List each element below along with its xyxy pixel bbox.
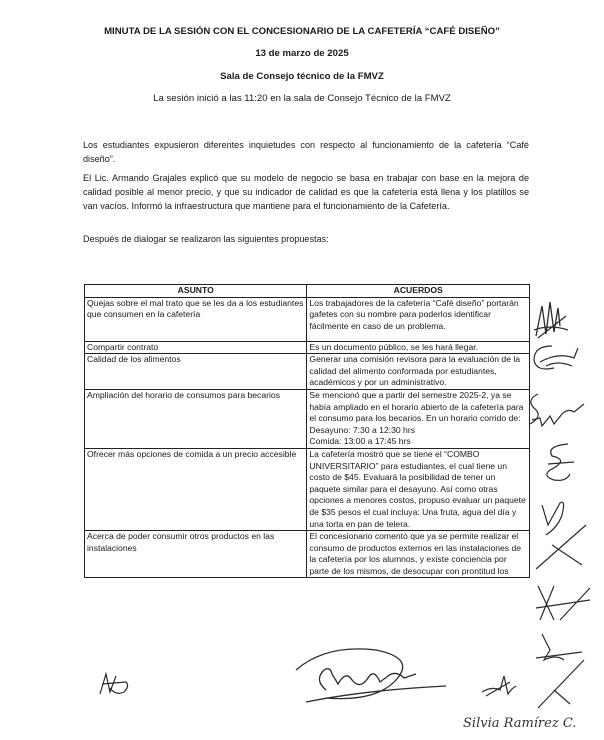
- table-row: [85, 389, 530, 448]
- signature-6: [530, 580, 594, 628]
- asunto-cell: Acerca de poder consumir otros productos en las instalaciones: [85, 531, 307, 578]
- signature-2: [528, 340, 582, 376]
- signature-5: [532, 495, 592, 575]
- table-header-row: [85, 285, 530, 298]
- table-row: [85, 448, 530, 530]
- header-acuerdos: ACUERDOS: [307, 285, 530, 298]
- table-row: [85, 354, 530, 390]
- acuerdo-cell: El concesionario comentó que ya se permite realizar el consumo de productos externos en las instalaciones de la cafetería por los alumnos, y existe conciencia por parte de los mismos, de desocupar con prontitud los: [307, 531, 530, 578]
- signature-bottom-center: [286, 640, 456, 710]
- acuerdo-cell: La cafetería mostró que se tiene el “COMBO UNIVERSITARIO” para estudiantes, el cual tiene un costo de $45. Evaluará la posibilidad de tener un paquete similar para el desayuno. Así como otras opciones a menores costos, propuso evaluar un paquete de $35 pesos el cual incluya: Una fruta, agua del día y una torta en pan de telera.: [307, 448, 530, 530]
- signature-bottom-right: [478, 672, 518, 698]
- signature-3: [524, 390, 590, 436]
- paragraph-concessionaire: El Lic. Armando Grajales explicó que su modelo de negocio se basa en trabajar con base en la mejora de calidad posible al menor precio, y que su indicador de calidad es que la cafetería está llena y los platillos se van vacíos. Informó la infraestructura que mantiene para el funcionamiento de la Cafetería.: [83, 173, 529, 211]
- asunto-cell: Ofrecer más opciones de comida a un precio accesible: [85, 448, 307, 530]
- signature-1: [532, 296, 572, 344]
- paragraph-students: Los estudiantes expusieron diferentes inquietudes con respecto al funcionamiento de la cafetería “Café diseño”.: [83, 140, 529, 164]
- table-row: [85, 341, 530, 354]
- acuerdo-cell: [307, 389, 530, 448]
- acuerdo-cell: Es un documento público, se les hará llegar.: [307, 341, 530, 354]
- handwritten-name: Silvia Ramírez C.: [463, 716, 577, 731]
- lunch-hours: Comida: 13:00 a 17:45 hrs: [309, 436, 411, 447]
- paragraph-proposals: Después de dialogar se realizaron las siguientes propuestas:: [83, 234, 329, 244]
- acuerdo-cell: Los trabajadores de la cafetería “Café diseño” portarán gafetes con su nombre para poderlos identificar fácilmente en caso de un problema.: [307, 297, 530, 341]
- header-asunto: ASUNTO: [85, 285, 307, 298]
- signature-7: [530, 630, 590, 710]
- breakfast-hours: Desayuno: 7:30 a 12:30 hrs: [309, 424, 415, 435]
- session-location: Sala de Consejo técnico de la FMVZ: [220, 71, 384, 82]
- session-start-note: La sesión inició a las 11:20 en la sala de Consejo Técnico de la FMVZ: [153, 93, 451, 104]
- table-row: [85, 531, 530, 578]
- table-row: [85, 297, 530, 341]
- signature-bottom-left: [96, 668, 132, 698]
- acuerdo-text: Se mencionó que a partir del semestre 2025-2, ya se había ampliado en el horario abierto de la cafetería para el consumo para los becarios. En un horario corrido de:: [309, 389, 524, 424]
- signature-4: [540, 440, 580, 488]
- asunto-cell: Compartir contrato: [85, 341, 307, 354]
- acuerdo-cell: Generar una comisión revisora para la evaluación de la calidad del alimento conformada por estudiantes, académicos y por un administrativo.: [307, 354, 530, 390]
- asunto-cell: Quejas sobre el mal trato que se les da a los estudiantes que consumen en la cafetería: [85, 297, 307, 341]
- asunto-cell: Calidad de los alimentos: [85, 354, 307, 390]
- asunto-cell: Ampliación del horario de consumos para becarios: [85, 389, 307, 448]
- agreements-table: [84, 284, 530, 578]
- document-title: MINUTA DE LA SESIÓN CON EL CONCESIONARIO DE LA CAFETERÍA “CAFÉ DISEÑO”: [104, 26, 500, 37]
- session-date: 13 de marzo de 2025: [255, 48, 349, 59]
